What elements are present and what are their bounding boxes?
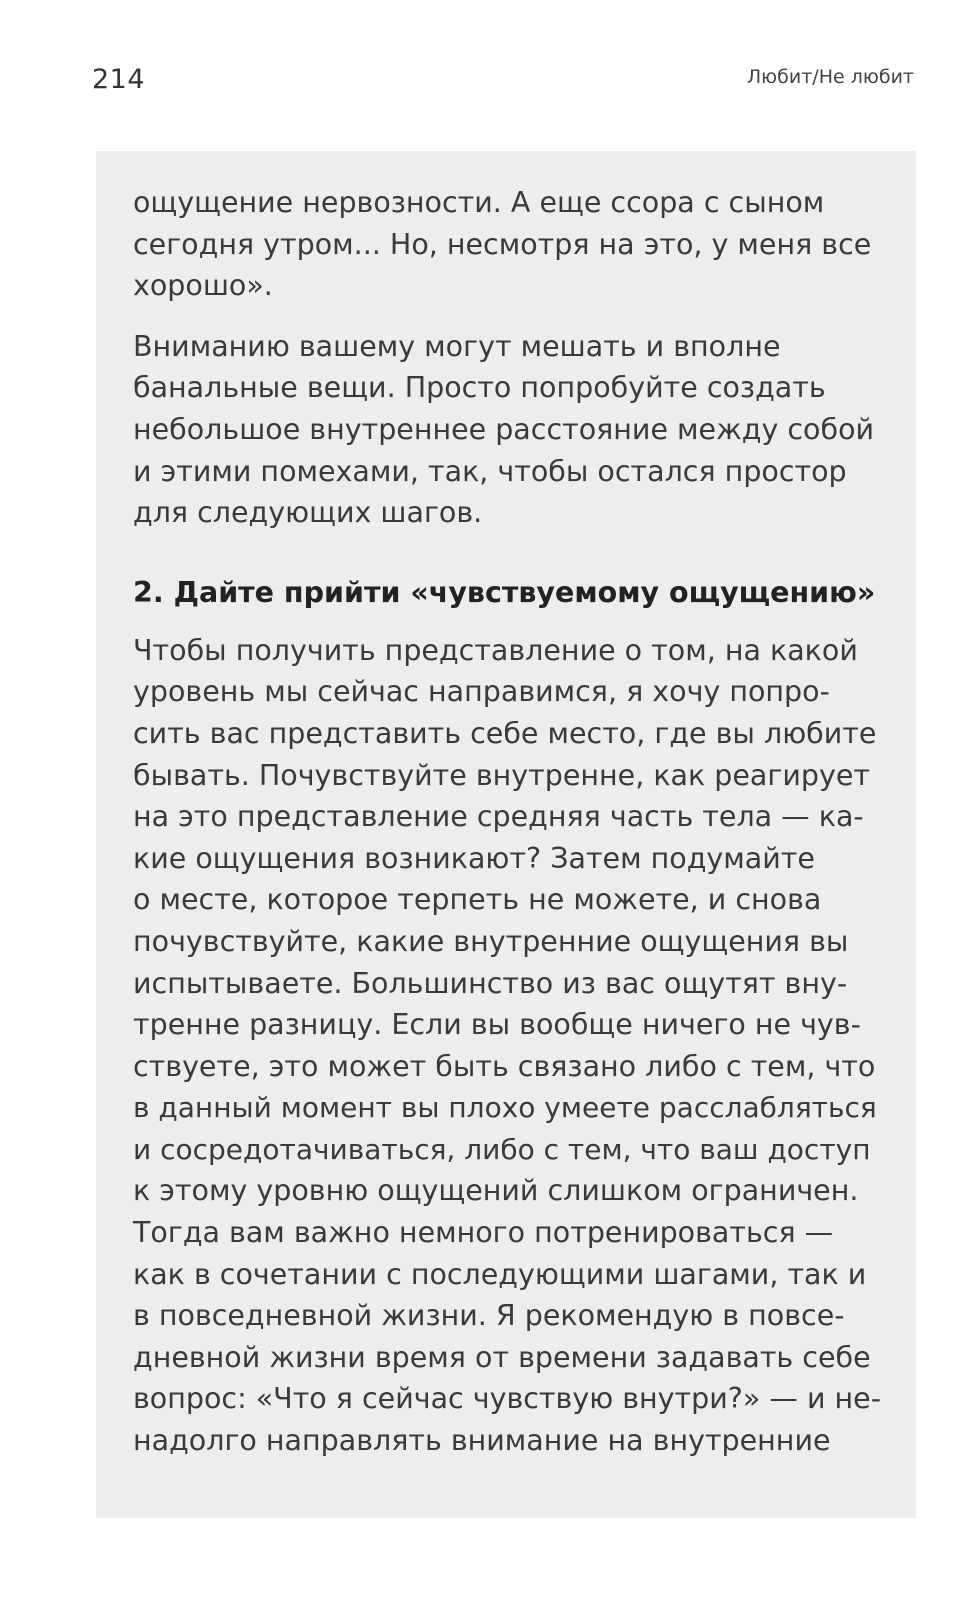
page-number: 214 (92, 64, 146, 95)
paragraph-1 (133, 182, 881, 307)
text-line: Вниманию вашему могут мешать и вполне (133, 329, 781, 363)
heading-gap (133, 613, 881, 630)
text-line: сегодня утром... Но, несмотря на это, у меня все (133, 227, 872, 261)
text-line: о месте, которое терпеть не можете, и снова (133, 883, 822, 917)
text-line: в повседневной жизни. Я рекомендую в повсе- (133, 1299, 845, 1333)
text-line: почувствуйте, какие внутренние ощущения вы (133, 924, 849, 958)
text-line: небольшое внутреннее расстояние между собой (133, 412, 875, 446)
running-head: Любит/Не любит (746, 66, 914, 88)
text-line: в данный момент вы плохо умеете расслабляться (133, 1091, 877, 1125)
text-line: на это представление средняя часть тела — ка- (133, 800, 864, 834)
section-heading: 2. Дайте прийти «чувствуемому ощущению» (133, 575, 876, 609)
text-line: тренне разницу. Если вы вообще ничего не чув- (133, 1008, 861, 1042)
text-line: как в сочетании с последующими шагами, так и (133, 1257, 867, 1291)
paragraph-3 (133, 630, 881, 1462)
text-line: испытываете. Большинство из вас ощутят вну- (133, 966, 848, 1000)
text-line: уровень мы сейчас направимся, я хочу попро- (133, 675, 830, 709)
text-line: Тогда вам важно немного потренироваться — (133, 1216, 834, 1250)
text-line: сить вас представить себе место, где вы любите (133, 716, 877, 750)
text-line: хорошо». (133, 269, 273, 303)
text-line: кие ощущения возникают? Затем подумайте (133, 841, 815, 875)
text-line: и сосредотачиваться, либо с тем, что ваш доступ (133, 1132, 871, 1166)
text-line: надолго направлять внимание на внутренние (133, 1424, 831, 1458)
text-line: ощущение нервозности. А еще ссора с сыном (133, 186, 825, 219)
text-line: к этому уровню ощущений слишком ограничен. (133, 1174, 859, 1208)
text-line: и этими помехами, так, чтобы остался простор (133, 454, 847, 488)
text-line: Чтобы получить представление о том, на какой (133, 633, 858, 667)
paragraph-gap (133, 307, 881, 326)
page-body (133, 182, 881, 1462)
heading-gap (133, 534, 881, 573)
text-line: банальные вещи. Просто попробуйте создать (133, 371, 826, 405)
text-line: бывать. Почувствуйте внутренне, как реагирует (133, 758, 870, 792)
text-line: ствуете, это может быть связано либо с тем, что (133, 1049, 876, 1083)
paragraph-2 (133, 326, 881, 534)
text-line: дневной жизни время от времени задавать себе (133, 1340, 871, 1374)
text-line: вопрос: «Что я сейчас чувствую внутри?» — и не- (133, 1382, 881, 1416)
text-line: для следующих шагов. (133, 496, 483, 530)
